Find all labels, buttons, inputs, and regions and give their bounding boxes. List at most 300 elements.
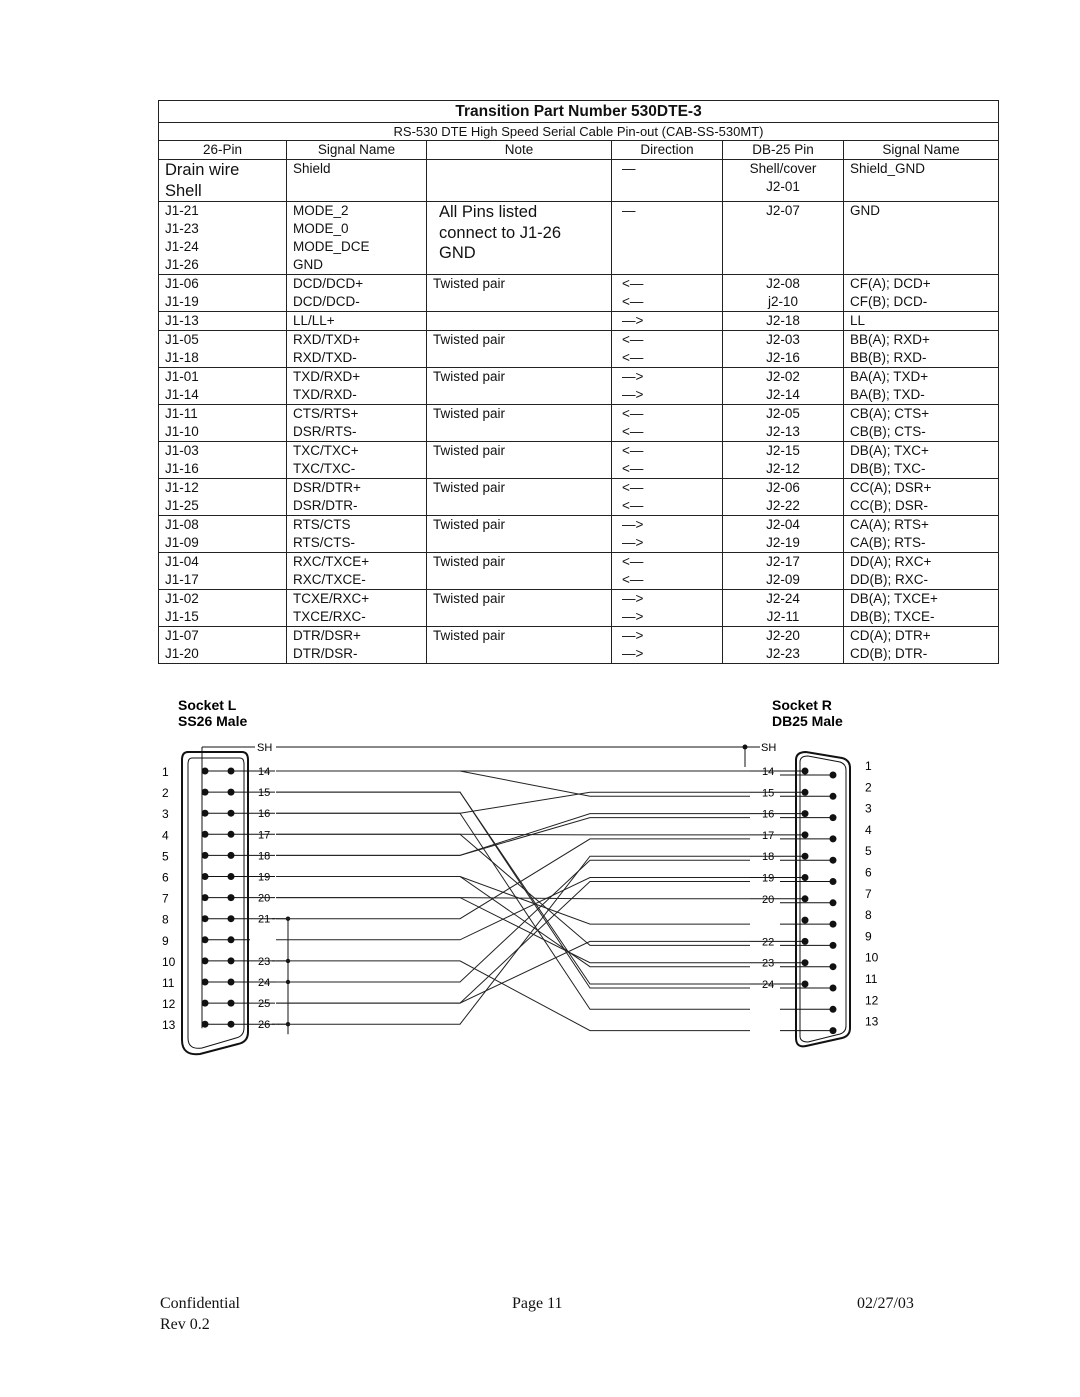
db25-pin-cell — [723, 160, 844, 202]
signal-name-line: RXD/TXD- — [293, 350, 357, 365]
direction-line: <— — [622, 443, 644, 458]
signal-name-cell — [287, 312, 427, 331]
26-pin-line: J1-04 — [165, 554, 199, 569]
db25-pin-cell — [723, 331, 844, 368]
note-line: Twisted pair — [433, 276, 506, 291]
right-row-number: 9 — [865, 929, 872, 944]
left-row-number: 2 — [162, 786, 169, 801]
26-pin-line: J1-15 — [165, 609, 199, 624]
note-line: Twisted pair — [433, 332, 506, 347]
db25-pin-line: J2-03 — [766, 332, 800, 347]
direction-line: —> — [622, 628, 644, 643]
signal-name-line: RXC/TXCE- — [293, 572, 366, 587]
wire — [276, 834, 750, 945]
signal-name-line: DSR/RTS- — [293, 424, 357, 439]
table-row — [159, 479, 999, 516]
direction-cell — [612, 312, 723, 331]
table-row — [159, 202, 999, 275]
right-pin-label: 14 — [762, 766, 775, 778]
signal-name-cell — [287, 160, 427, 202]
db25-pin-line: Shell/cover — [749, 161, 817, 176]
26-pin-line: J1-25 — [165, 498, 199, 513]
left-pin-label: 24 — [258, 977, 271, 989]
table-header-row — [159, 141, 999, 160]
table-row — [159, 627, 999, 664]
signal-name-line: TXD/RXD- — [293, 387, 357, 402]
direction-cell — [612, 627, 723, 664]
header-note: Note — [427, 141, 612, 160]
db25-pin-line: J2-22 — [766, 498, 800, 513]
wire — [276, 813, 750, 1009]
db25-pin-line: J2-08 — [766, 276, 800, 291]
26-pin-line: J1-24 — [165, 239, 199, 254]
db25-pin-line: J2-01 — [766, 179, 800, 194]
note-cell — [427, 442, 612, 479]
note-cell — [427, 160, 612, 202]
db25-signal-name-line: DB(A); TXCE+ — [850, 591, 938, 606]
right-socket-title: Socket R — [772, 697, 832, 713]
table-row — [159, 442, 999, 479]
26-pin-cell — [159, 590, 287, 627]
signal-name-line: MODE_2 — [293, 203, 349, 218]
db25-pin-cell — [723, 553, 844, 590]
footer-confidential: Confidential — [160, 1295, 240, 1312]
db25-signal-name-line: CB(A); CTS+ — [850, 406, 930, 421]
26-pin-cell — [159, 479, 287, 516]
signal-name-line: DSR/DTR- — [293, 498, 358, 513]
signal-name-line: DSR/DTR+ — [293, 480, 361, 495]
right-row-number: 5 — [865, 844, 872, 859]
signal-name-line: MODE_0 — [293, 221, 349, 236]
db25-signal-name-cell — [844, 368, 999, 405]
header-signal-name: Signal Name — [287, 141, 427, 160]
note-cell — [427, 516, 612, 553]
db25-pin-cell — [723, 202, 844, 275]
pinout-table — [158, 100, 999, 664]
right-row-number: 10 — [865, 950, 879, 965]
direction-line: <— — [622, 276, 644, 291]
26-pin-line: J1-17 — [165, 572, 199, 587]
note-line: Twisted pair — [433, 591, 506, 606]
signal-name-line: RTS/CTS — [293, 517, 351, 532]
26-pin-cell — [159, 516, 287, 553]
26-pin-line: J1-26 — [165, 257, 199, 272]
db25-signal-name-line: CF(B); DCD- — [850, 294, 928, 309]
signal-name-line: GND — [293, 257, 323, 272]
direction-line: <— — [622, 406, 644, 421]
26-pin-line: J1-08 — [165, 517, 199, 532]
26-pin-line: J1-21 — [165, 203, 199, 218]
direction-cell — [612, 590, 723, 627]
signal-name-line: Shield — [293, 161, 331, 176]
wire — [276, 839, 750, 919]
signal-name-line: DCD/DCD+ — [293, 276, 364, 291]
direction-line: —> — [622, 387, 644, 402]
note-cell — [427, 405, 612, 442]
table-row — [159, 275, 999, 312]
signal-name-line: TXC/TXC+ — [293, 443, 359, 458]
table-row — [159, 590, 999, 627]
26-pin-line: J1-12 — [165, 480, 199, 495]
db25-pin-cell — [723, 442, 844, 479]
left-pin-label: 26 — [258, 1019, 271, 1032]
direction-line: <— — [622, 350, 644, 365]
db25-signal-name-line: CB(B); CTS- — [850, 424, 926, 439]
db25-signal-name-line: DB(B); TXC- — [850, 461, 926, 476]
db25-pin-line: J2-24 — [766, 591, 800, 606]
26-pin-line: J1-16 — [165, 461, 199, 476]
table-row — [159, 516, 999, 553]
signal-name-line: TXD/RXD+ — [293, 369, 361, 384]
left-pin-label: 16 — [258, 808, 271, 821]
db25-signal-name-line: BA(A); TXD+ — [850, 369, 929, 384]
signal-name-cell — [287, 275, 427, 312]
right-pin-label: 15 — [762, 787, 775, 800]
note-cell — [427, 590, 612, 627]
signal-name-line: TCXE/RXC+ — [293, 591, 370, 606]
left-pin-label: 14 — [258, 766, 271, 778]
signal-name-line: RTS/CTS- — [293, 535, 356, 550]
db25-signal-name-line: CC(A); DSR+ — [850, 480, 932, 495]
right-row-number: 12 — [865, 993, 879, 1008]
signal-name-cell — [287, 627, 427, 664]
db25-pin-line: J2-05 — [766, 406, 800, 421]
direction-cell — [612, 442, 723, 479]
26-pin-cell — [159, 275, 287, 312]
direction-cell — [612, 368, 723, 405]
signal-name-cell — [287, 202, 427, 275]
right-pin-label: 20 — [762, 893, 775, 906]
signal-name-cell — [287, 479, 427, 516]
db25-pin-line: J2-14 — [766, 387, 800, 402]
26-pin-cell — [159, 160, 287, 202]
table-row — [159, 331, 999, 368]
right-row-number: 8 — [865, 908, 872, 923]
direction-line: — — [622, 161, 636, 176]
direction-cell — [612, 516, 723, 553]
direction-line: —> — [622, 646, 644, 661]
wire — [276, 818, 750, 856]
right-pin-dot-inner — [802, 917, 809, 924]
direction-line: — — [622, 203, 636, 218]
table-row — [159, 405, 999, 442]
signal-name-cell — [287, 368, 427, 405]
right-row-number: 7 — [865, 886, 872, 901]
26-pin-line: J1-10 — [165, 424, 199, 439]
signal-name-cell — [287, 405, 427, 442]
footer-revision: Rev 0.2 — [160, 1316, 210, 1333]
db25-signal-name-line: BA(B); TXD- — [850, 387, 925, 402]
note-line: Twisted pair — [433, 369, 506, 384]
left-row-number: 10 — [162, 954, 176, 969]
direction-cell — [612, 553, 723, 590]
left-row-number: 11 — [162, 976, 175, 990]
header-26-pin: 26-Pin — [159, 141, 287, 160]
wire — [276, 877, 750, 925]
note-cell — [427, 312, 612, 331]
left-row-number: 13 — [162, 1018, 176, 1033]
db25-signal-name-line: GND — [850, 203, 880, 218]
db25-pin-line: J2-16 — [766, 350, 800, 365]
left-row-number: 5 — [162, 849, 169, 864]
db25-signal-name-cell — [844, 479, 999, 516]
db25-signal-name-line: CC(B); DSR- — [850, 498, 928, 513]
db25-signal-name-cell — [844, 590, 999, 627]
signal-name-line: RXD/TXD+ — [293, 332, 361, 347]
26-pin-line: Shell — [165, 181, 202, 200]
right-row-number: 3 — [865, 801, 872, 816]
db25-pin-line: J2-20 — [766, 628, 800, 643]
signal-name-cell — [287, 553, 427, 590]
right-row-number: 13 — [865, 1014, 879, 1029]
db25-signal-name-cell — [844, 405, 999, 442]
table-subtitle: RS-530 DTE High Speed Serial Cable Pin-out (CAB-SS-530MT) — [159, 123, 999, 141]
26-pin-line: J1-23 — [165, 221, 199, 236]
db25-signal-name-cell — [844, 331, 999, 368]
left-row-number: 4 — [162, 828, 169, 843]
left-pin-label: 21 — [258, 913, 271, 926]
note-line: Twisted pair — [433, 443, 506, 458]
right-row-number: 4 — [865, 822, 872, 837]
right-pin-label: 19 — [762, 872, 775, 885]
db25-signal-name-line: DD(A); RXC+ — [850, 554, 932, 569]
left-row-number: 3 — [162, 807, 169, 822]
note-line: GND — [439, 244, 476, 262]
signal-name-line: TXC/TXC- — [293, 461, 356, 476]
left-pin-label: 18 — [258, 850, 271, 863]
26-pin-cell — [159, 368, 287, 405]
db25-signal-name-cell — [844, 553, 999, 590]
signal-name-line: TXCE/RXC- — [293, 609, 366, 624]
table-row — [159, 312, 999, 331]
left-connector-inner — [188, 758, 244, 1048]
direction-line: <— — [622, 480, 644, 495]
right-shield-label: SH — [761, 742, 777, 754]
26-pin-line: J1-19 — [165, 294, 199, 309]
db25-signal-name-cell — [844, 312, 999, 331]
left-pin-label: 19 — [258, 871, 271, 884]
db25-pin-line: J2-04 — [766, 517, 800, 532]
table-title: Transition Part Number 530DTE-3 — [159, 101, 999, 123]
26-pin-line: J1-13 — [165, 313, 199, 328]
db25-pin-line: j2-10 — [767, 294, 799, 309]
db25-pin-cell — [723, 516, 844, 553]
db25-pin-line: J2-02 — [766, 369, 800, 384]
26-pin-cell — [159, 553, 287, 590]
signal-name-line: CTS/RTS+ — [293, 406, 359, 421]
26-pin-line: Drain wire — [165, 161, 240, 179]
signal-name-line: DTR/DSR+ — [293, 628, 361, 643]
wire — [276, 792, 750, 988]
26-pin-line: J1-09 — [165, 535, 199, 550]
note-cell — [427, 275, 612, 312]
db25-signal-name-cell — [844, 160, 999, 202]
direction-line: —> — [622, 535, 644, 550]
direction-line: <— — [622, 461, 644, 476]
db25-pin-line: J2-18 — [766, 313, 800, 328]
right-pin-label: 17 — [762, 829, 775, 842]
db25-signal-name-cell — [844, 275, 999, 312]
signal-name-line: LL/LL+ — [293, 313, 335, 328]
table-row — [159, 368, 999, 405]
db25-signal-name-line: LL — [850, 313, 866, 328]
left-pin-label: 20 — [258, 892, 271, 905]
26-pin-line: J1-18 — [165, 350, 199, 365]
db25-signal-name-line: DB(B); TXCE- — [850, 609, 935, 624]
direction-cell — [612, 331, 723, 368]
note-line: Twisted pair — [433, 517, 506, 532]
db25-pin-line: J2-06 — [766, 480, 800, 495]
header-db25-pin: DB-25 Pin — [723, 141, 844, 160]
table-subtitle-row — [159, 123, 999, 141]
right-row-number: 2 — [865, 780, 872, 795]
26-pin-line: J1-05 — [165, 332, 199, 347]
db25-signal-name-line: CA(B); RTS- — [850, 535, 926, 550]
left-row-number: 8 — [162, 912, 169, 927]
left-row-number: 7 — [162, 891, 169, 906]
db25-signal-name-line: DB(A); TXC+ — [850, 443, 929, 458]
db25-signal-name-line: Shield_GND — [850, 161, 926, 176]
db25-pin-line: J2-13 — [766, 424, 800, 439]
left-connector-shell — [182, 752, 248, 1054]
left-pin-label: 23 — [258, 955, 271, 968]
wire — [276, 882, 750, 1004]
signal-name-cell — [287, 442, 427, 479]
db25-pin-line: J2-09 — [766, 572, 800, 587]
note-cell — [427, 553, 612, 590]
note-line: All Pins listed — [439, 203, 538, 221]
note-line: connect to J1-26 — [439, 223, 561, 242]
signal-name-cell — [287, 516, 427, 553]
header-signal-name-db25: Signal Name — [844, 141, 999, 160]
db25-pin-line: J2-11 — [766, 609, 800, 624]
right-pin-label: 16 — [762, 808, 775, 821]
left-row-number: 12 — [162, 997, 176, 1012]
26-pin-cell — [159, 627, 287, 664]
table-row — [159, 553, 999, 590]
right-row-number: 11 — [865, 972, 878, 986]
left-row-number: 9 — [162, 933, 169, 948]
db25-pin-line: J2-23 — [766, 646, 800, 661]
26-pin-line: J1-01 — [165, 369, 199, 384]
right-pin-label: 23 — [762, 957, 775, 970]
db25-pin-line: J2-19 — [766, 535, 800, 550]
26-pin-cell — [159, 405, 287, 442]
26-pin-cell — [159, 202, 287, 275]
wire — [276, 878, 750, 940]
signal-name-line: MODE_DCE — [293, 239, 370, 254]
direction-line: —> — [622, 591, 644, 606]
left-row-number: 1 — [162, 765, 169, 779]
db25-pin-cell — [723, 368, 844, 405]
wiring-diagram — [160, 690, 930, 1070]
right-pin-label: 24 — [762, 979, 775, 991]
db25-signal-name-cell — [844, 627, 999, 664]
direction-line: —> — [622, 609, 644, 624]
direction-cell — [612, 405, 723, 442]
signal-name-line: DTR/DSR- — [293, 646, 358, 661]
wire — [276, 860, 750, 982]
26-pin-line: J1-02 — [165, 591, 199, 606]
left-row-number: 6 — [162, 870, 169, 885]
footer-page-number: Page 11 — [512, 1295, 563, 1312]
footer-date: 02/27/03 — [857, 1295, 914, 1312]
db25-signal-name-line: CF(A); DCD+ — [850, 276, 931, 291]
note-cell — [427, 331, 612, 368]
note-cell — [427, 627, 612, 664]
left-socket-title: Socket L — [178, 697, 237, 713]
note-line: Twisted pair — [433, 554, 506, 569]
note-line: Twisted pair — [433, 406, 506, 421]
db25-signal-name-line: BB(B); RXD- — [850, 350, 927, 365]
direction-cell — [612, 479, 723, 516]
26-pin-line: J1-07 — [165, 628, 199, 643]
db25-signal-name-line: CD(A); DTR+ — [850, 628, 931, 643]
signal-name-cell — [287, 590, 427, 627]
db25-signal-name-cell — [844, 442, 999, 479]
direction-line: <— — [622, 332, 644, 347]
right-row-number: 1 — [865, 759, 872, 773]
db25-pin-cell — [723, 312, 844, 331]
direction-line: <— — [622, 498, 644, 513]
db25-signal-name-line: CD(B); DTR- — [850, 646, 928, 661]
direction-line: —> — [622, 517, 644, 532]
db25-pin-line: J2-17 — [766, 554, 800, 569]
db25-signal-name-line: CA(A); RTS+ — [850, 517, 929, 532]
left-shield-label: SH — [257, 742, 273, 754]
header-direction: Direction — [612, 141, 723, 160]
right-pin-label: 22 — [762, 936, 775, 949]
direction-line: <— — [622, 554, 644, 569]
signal-name-line: DCD/DCD- — [293, 294, 360, 309]
db25-signal-name-line: BB(A); RXD+ — [850, 332, 930, 347]
db25-signal-name-cell — [844, 202, 999, 275]
db25-pin-cell — [723, 627, 844, 664]
left-pin-label: 15 — [258, 787, 271, 800]
right-row-number: 6 — [865, 865, 872, 880]
db25-pin-line: J2-07 — [766, 203, 800, 218]
wire — [276, 961, 750, 1031]
note-cell — [427, 202, 612, 275]
wire — [276, 941, 750, 1003]
left-pin-label: 25 — [258, 998, 271, 1011]
direction-line: —> — [622, 313, 644, 328]
direction-cell — [612, 202, 723, 275]
db25-signal-name-line: DD(B); RXC- — [850, 572, 928, 587]
left-socket-subtitle: SS26 Male — [178, 713, 248, 729]
direction-line: <— — [622, 294, 644, 309]
note-line: Twisted pair — [433, 628, 506, 643]
direction-line: <— — [622, 424, 644, 439]
direction-line: <— — [622, 572, 644, 587]
table-row — [159, 160, 999, 202]
note-line: Twisted pair — [433, 480, 506, 495]
left-pin-label: 17 — [258, 829, 271, 842]
26-pin-cell — [159, 331, 287, 368]
right-pin-label: 18 — [762, 851, 775, 864]
26-pin-cell — [159, 312, 287, 331]
26-pin-line: J1-14 — [165, 387, 199, 402]
direction-line: —> — [622, 369, 644, 384]
26-pin-cell — [159, 442, 287, 479]
db25-pin-cell — [723, 590, 844, 627]
signal-name-line: RXC/TXCE+ — [293, 554, 370, 569]
right-socket-subtitle: DB25 Male — [772, 713, 843, 729]
db25-pin-cell — [723, 405, 844, 442]
db25-pin-cell — [723, 479, 844, 516]
26-pin-line: J1-11 — [165, 406, 198, 421]
26-pin-line: J1-06 — [165, 276, 199, 291]
